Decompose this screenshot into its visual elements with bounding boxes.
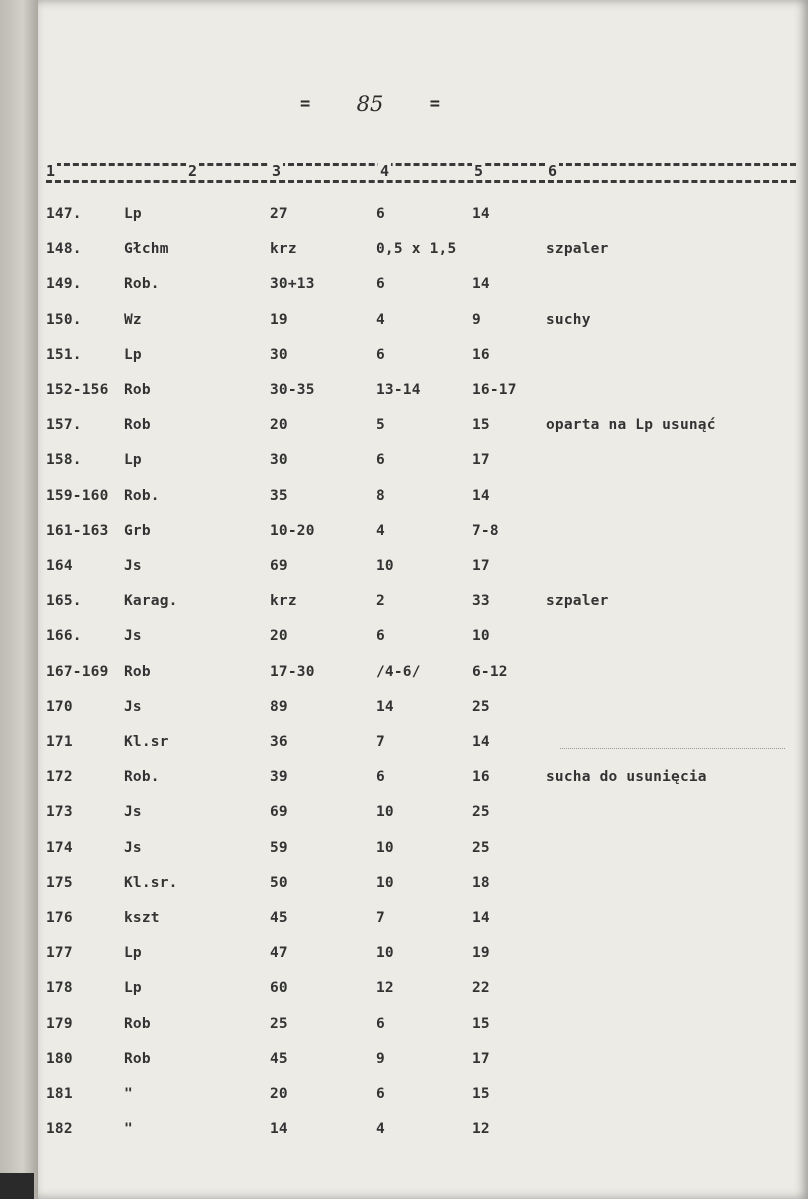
cell-circumference: 20 [270, 628, 288, 645]
table-row [0, 945, 808, 969]
table-row [0, 840, 808, 864]
cell-crown-diameter: 14 [472, 734, 490, 750]
table-row [0, 910, 808, 934]
cell-species: Rob. [124, 276, 160, 293]
cell-circumference: krz [270, 593, 297, 610]
cell-crown-diameter: 6-12 [472, 663, 508, 680]
cell-species: " [124, 1086, 133, 1102]
cell-species: Rob [124, 1015, 151, 1032]
cell-crown-diameter: 14 [472, 206, 490, 222]
cell-circumference: 47 [270, 945, 288, 962]
cell-species: Js [124, 558, 142, 574]
cell-species: Rob [124, 663, 151, 680]
table-row [0, 769, 808, 793]
cell-tree-number: 152-156 [46, 382, 109, 398]
cell-species: Rob [124, 382, 151, 398]
cell-circumference: 27 [270, 206, 288, 222]
cell-tree-number: 180 [46, 1050, 73, 1067]
cell-height: 6 [376, 346, 385, 363]
cell-circumference: 30-35 [270, 382, 315, 398]
cell-height: 6 [376, 769, 385, 786]
table-row [0, 417, 808, 441]
cell-crown-diameter: 25 [472, 839, 490, 856]
cell-circumference: krz [270, 241, 297, 258]
cell-circumference: 69 [270, 804, 288, 821]
table-row [0, 1051, 808, 1075]
column-number-3: 3 [272, 162, 282, 180]
cell-tree-number: 174 [46, 839, 73, 856]
cell-height: 10 [376, 804, 394, 821]
cell-circumference: 59 [270, 839, 288, 856]
cell-species: Wz [124, 311, 142, 328]
cell-circumference: 50 [270, 874, 288, 891]
cell-species: Js [124, 698, 142, 715]
cell-tree-number: 165. [46, 593, 82, 610]
cell-species: Głchm [124, 241, 169, 258]
cell-circumference: 45 [270, 910, 288, 926]
cell-remarks: suchy [546, 311, 591, 328]
cell-tree-number: 147. [46, 206, 82, 222]
cell-tree-number: 157. [46, 417, 82, 434]
cell-height: 6 [376, 206, 385, 222]
cell-remarks: szpaler [546, 241, 609, 258]
cell-tree-number: 166. [46, 628, 82, 645]
cell-crown-diameter: 16-17 [472, 382, 517, 398]
cell-height: 4 [376, 522, 385, 539]
cell-tree-number: 167-169 [46, 663, 109, 680]
cell-height: 8 [376, 487, 385, 504]
cell-remarks: oparta na Lp usunąć [546, 417, 716, 434]
header-dashed-rule-bottom [46, 180, 796, 185]
cell-circumference: 39 [270, 769, 288, 786]
page-number [300, 92, 440, 116]
cell-height: 5 [376, 417, 385, 434]
cell-circumference: 45 [270, 1050, 288, 1067]
table-row [0, 382, 808, 406]
cell-height: 9 [376, 1050, 385, 1067]
table-row [0, 699, 808, 723]
cell-crown-diameter: 25 [472, 804, 490, 821]
table-row [0, 734, 808, 758]
cell-circumference: 25 [270, 1015, 288, 1032]
cell-tree-number: 175 [46, 874, 73, 891]
cell-circumference: 30+13 [270, 276, 315, 293]
cell-crown-diameter: 7-8 [472, 522, 499, 539]
table-row [0, 488, 808, 512]
cell-circumference: 30 [270, 452, 288, 469]
cell-species: Js [124, 628, 142, 645]
cell-crown-diameter: 14 [472, 487, 490, 504]
cell-circumference: 10-20 [270, 522, 315, 539]
cell-height: /4-6/ [376, 663, 421, 680]
table-row [0, 452, 808, 476]
table-row [0, 980, 808, 1004]
cell-crown-diameter: 22 [472, 980, 490, 997]
cell-species: Rob. [124, 769, 160, 786]
cell-crown-diameter: 14 [472, 910, 490, 926]
cell-remarks: sucha do usunięcia [546, 769, 707, 786]
cell-height: 6 [376, 276, 385, 293]
cell-crown-diameter: 16 [472, 346, 490, 363]
cell-circumference: 17-30 [270, 663, 315, 680]
cell-height: 6 [376, 1015, 385, 1032]
cell-height: 6 [376, 452, 385, 469]
column-number-6: 6 [548, 162, 558, 180]
cell-circumference: 20 [270, 417, 288, 434]
cell-tree-number: 149. [46, 276, 82, 293]
cell-height: 6 [376, 628, 385, 645]
cell-circumference: 30 [270, 346, 288, 363]
cell-species: Js [124, 804, 142, 821]
cell-species: kszt [124, 910, 160, 926]
cell-tree-number: 171 [46, 734, 73, 750]
header-dashed-rule-top [46, 163, 796, 168]
cell-height: 4 [376, 311, 385, 328]
table-row [0, 875, 808, 899]
cell-crown-diameter: 15 [472, 1015, 490, 1032]
cell-tree-number: 182 [46, 1121, 73, 1138]
cell-tree-number: 181 [46, 1086, 73, 1102]
cell-height: 4 [376, 1121, 385, 1138]
cell-tree-number: 161-163 [46, 522, 109, 539]
table-row [0, 804, 808, 828]
column-number-4: 4 [380, 162, 390, 180]
cell-crown-diameter: 18 [472, 874, 490, 891]
cell-remarks: szpaler [546, 593, 609, 610]
cell-species: Lp [124, 980, 142, 997]
cell-crown-diameter: 14 [472, 276, 490, 293]
column-number-2: 2 [188, 162, 198, 180]
cell-height: 0,5 x 1,5 [376, 241, 457, 258]
table-row [0, 558, 808, 582]
cell-circumference: 89 [270, 698, 288, 715]
cell-circumference: 20 [270, 1086, 288, 1102]
cell-crown-diameter: 15 [472, 1086, 490, 1102]
cell-species: Rob [124, 1050, 151, 1067]
cell-height: 7 [376, 734, 385, 750]
cell-height: 13-14 [376, 382, 421, 398]
cell-crown-diameter: 12 [472, 1121, 490, 1138]
cell-crown-diameter: 17 [472, 558, 490, 574]
cell-species: Grb [124, 522, 151, 539]
cell-species: Rob. [124, 487, 160, 504]
cell-species: Rob [124, 417, 151, 434]
cell-height: 10 [376, 558, 394, 574]
cell-height: 6 [376, 1086, 385, 1102]
page-number-value: 85 [356, 92, 384, 116]
cell-tree-number: 159-160 [46, 487, 109, 504]
table-row [0, 628, 808, 652]
cell-circumference: 35 [270, 487, 288, 504]
cell-crown-diameter: 25 [472, 698, 490, 715]
cell-circumference: 69 [270, 558, 288, 574]
cell-tree-number: 178 [46, 980, 73, 997]
cell-species: Kl.sr. [124, 874, 178, 891]
cell-circumference: 36 [270, 734, 288, 750]
cell-tree-number: 172 [46, 769, 73, 786]
cell-tree-number: 164 [46, 558, 73, 574]
cell-crown-diameter: 17 [472, 452, 490, 469]
cell-tree-number: 179 [46, 1015, 73, 1032]
cell-tree-number: 150. [46, 311, 82, 328]
cell-species: Karag. [124, 593, 178, 610]
cell-species: Lp [124, 452, 142, 469]
cell-crown-diameter: 10 [472, 628, 490, 645]
column-number-1: 1 [46, 162, 56, 180]
cell-species: Lp [124, 346, 142, 363]
cell-height: 7 [376, 910, 385, 926]
cell-species: " [124, 1121, 133, 1138]
cell-species: Js [124, 839, 142, 856]
binding-shadow [0, 1173, 34, 1199]
page-number-left-mark: = [300, 94, 311, 114]
column-number-5: 5 [474, 162, 484, 180]
cell-height: 12 [376, 980, 394, 997]
table-row [0, 1121, 808, 1145]
cell-crown-diameter: 15 [472, 417, 490, 434]
table-row [0, 664, 808, 688]
table-row [0, 347, 808, 371]
cell-height: 14 [376, 698, 394, 715]
table-row [0, 1086, 808, 1110]
cell-tree-number: 148. [46, 241, 82, 258]
cell-species: Lp [124, 945, 142, 962]
table-row [0, 206, 808, 230]
cell-tree-number: 173 [46, 804, 73, 821]
cell-species: Lp [124, 206, 142, 222]
cell-tree-number: 158. [46, 452, 82, 469]
cell-tree-number: 176 [46, 910, 73, 926]
cell-tree-number: 177 [46, 945, 73, 962]
cell-crown-diameter: 17 [472, 1050, 490, 1067]
table-row [0, 276, 808, 300]
cell-tree-number: 151. [46, 346, 82, 363]
table-row [0, 241, 808, 265]
faint-dotted-line [560, 748, 785, 749]
cell-crown-diameter: 33 [472, 593, 490, 610]
cell-crown-diameter: 19 [472, 945, 490, 962]
table-row [0, 312, 808, 336]
cell-circumference: 60 [270, 980, 288, 997]
cell-crown-diameter: 9 [472, 311, 481, 328]
page-number-right-mark: = [429, 94, 440, 114]
cell-species: Kl.sr [124, 734, 169, 750]
cell-circumference: 14 [270, 1121, 288, 1138]
cell-tree-number: 170 [46, 698, 73, 715]
cell-circumference: 19 [270, 311, 288, 328]
cell-height: 10 [376, 874, 394, 891]
table-row [0, 1016, 808, 1040]
table-row [0, 523, 808, 547]
cell-crown-diameter: 16 [472, 769, 490, 786]
cell-height: 10 [376, 945, 394, 962]
table-row [0, 593, 808, 617]
cell-height: 10 [376, 839, 394, 856]
cell-height: 2 [376, 593, 385, 610]
